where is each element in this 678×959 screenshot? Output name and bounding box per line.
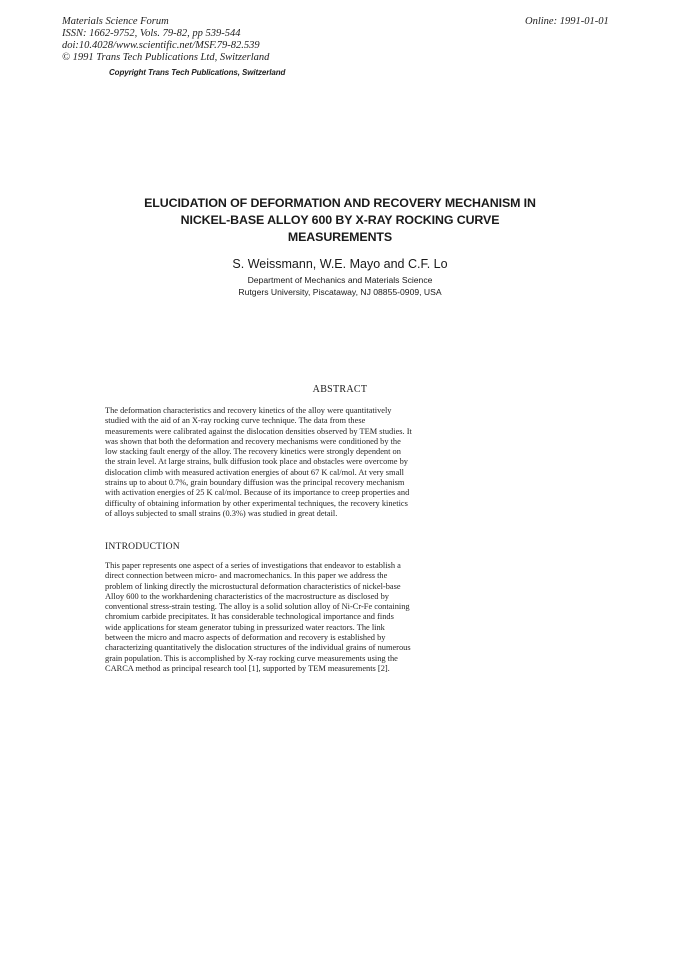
abstract-line: the strain level. At large strains, bulk diffusion took place and obstacles were overcome by (105, 457, 408, 467)
introduction-line: Alloy 600 to the workhardening characteristics of the macrostructure as disclosed by (105, 591, 389, 601)
copyright-notice: Copyright Trans Tech Publications, Switzerland (109, 68, 286, 77)
abstract-line: strains up to about 0.7%, grain boundary diffusion was the principal recovery mechanism (105, 478, 405, 488)
introduction-line: chromium carbide precipitates. It has considerable technological importance and finds (105, 612, 394, 622)
journal-name: Materials Science Forum (62, 16, 169, 27)
author-affiliation (70, 274, 610, 298)
title-line: ELUCIDATION OF DEFORMATION AND RECOVERY MECHANISM IN (144, 196, 536, 210)
abstract-line: of alloys subjected to small strains (0.3%) was studied in great detail. (105, 508, 338, 518)
paper-authors: S. Weissmann, W.E. Mayo and C.F. Lo (232, 257, 448, 271)
introduction-line: conventional stress-strain testing. The alloy is a solid solution alloy of Ni-Cr-Fe containing (105, 602, 410, 612)
journal-issn: ISSN: 1662-9752, Vols. 79-82, pp 539-544 (62, 28, 241, 39)
introduction-line: between the micro and macro aspects of deformation and recovery is established by (105, 633, 386, 643)
introduction-line: characterizing quantitatively the dislocation structures of the individual grains of numerous (105, 643, 411, 653)
abstract-line: was shown that both the deformation and recovery mechanisms were conditioned by the (105, 436, 401, 446)
introduction-line: grain population. This is accomplished by X-ray rocking curve measurements using the (105, 653, 398, 663)
title-line: NICKEL-BASE ALLOY 600 BY X-RAY ROCKING CURVE (180, 213, 500, 227)
abstract-line: measurements were calibrated against the dislocation densities observed by TEM studies. It (105, 426, 412, 436)
online-date: Online: 1991-01-01 (525, 16, 609, 27)
abstract-line: with activation energies of 25 K cal/mol. Because of its importance to creep properties and (105, 488, 410, 498)
introduction-line: problem of linking directly the microstuctural deformation characteristics of nickel-base (105, 581, 401, 591)
abstract-heading: ABSTRACT (312, 384, 368, 395)
abstract-body (105, 406, 525, 519)
journal-doi: doi:10.4028/www.scientific.net/MSF.79-82.539 (62, 40, 260, 51)
introduction-line: CARCA method as principal research tool [1], supported by TEM measurements [2]. (105, 663, 390, 673)
abstract-line: difficulty of obtaining information by other experimental techniques, the recovery kinetics (105, 498, 408, 508)
paper-title (70, 195, 610, 246)
abstract-line: The deformation characteristics and recovery kinetics of the alloy were quantitatively (105, 406, 392, 415)
introduction-line: This paper represents one aspect of a series of investigations that endeavor to establish a (105, 561, 401, 570)
introduction-line: wide applications for steam generator tubing in pressurized water reactors. The link (105, 622, 385, 632)
abstract-line: low stacking fault energy of the alloy. The recovery kinetics were strongly dependent on (105, 447, 401, 457)
abstract-line: dislocation climb with measured activation energies of about 67 K cal/mol. At very small (105, 467, 404, 477)
journal-copyright: © 1991 Trans Tech Publications Ltd, Switzerland (62, 52, 270, 63)
journal-metadata (62, 16, 269, 64)
title-line: MEASUREMENTS (287, 230, 393, 244)
introduction-heading: INTRODUCTION (105, 541, 180, 552)
introduction-line: direct connection between micro- and macromechanics. In this paper we address the (105, 571, 388, 581)
introduction-body (105, 561, 525, 674)
abstract-line: studied with the aid of an X-ray rocking curve technique. The data from these (105, 416, 366, 426)
affiliation-line: Rutgers University, Piscataway, NJ 08855-0909, USA (238, 287, 442, 297)
affiliation-line: Department of Mechanics and Materials Science (247, 275, 433, 285)
